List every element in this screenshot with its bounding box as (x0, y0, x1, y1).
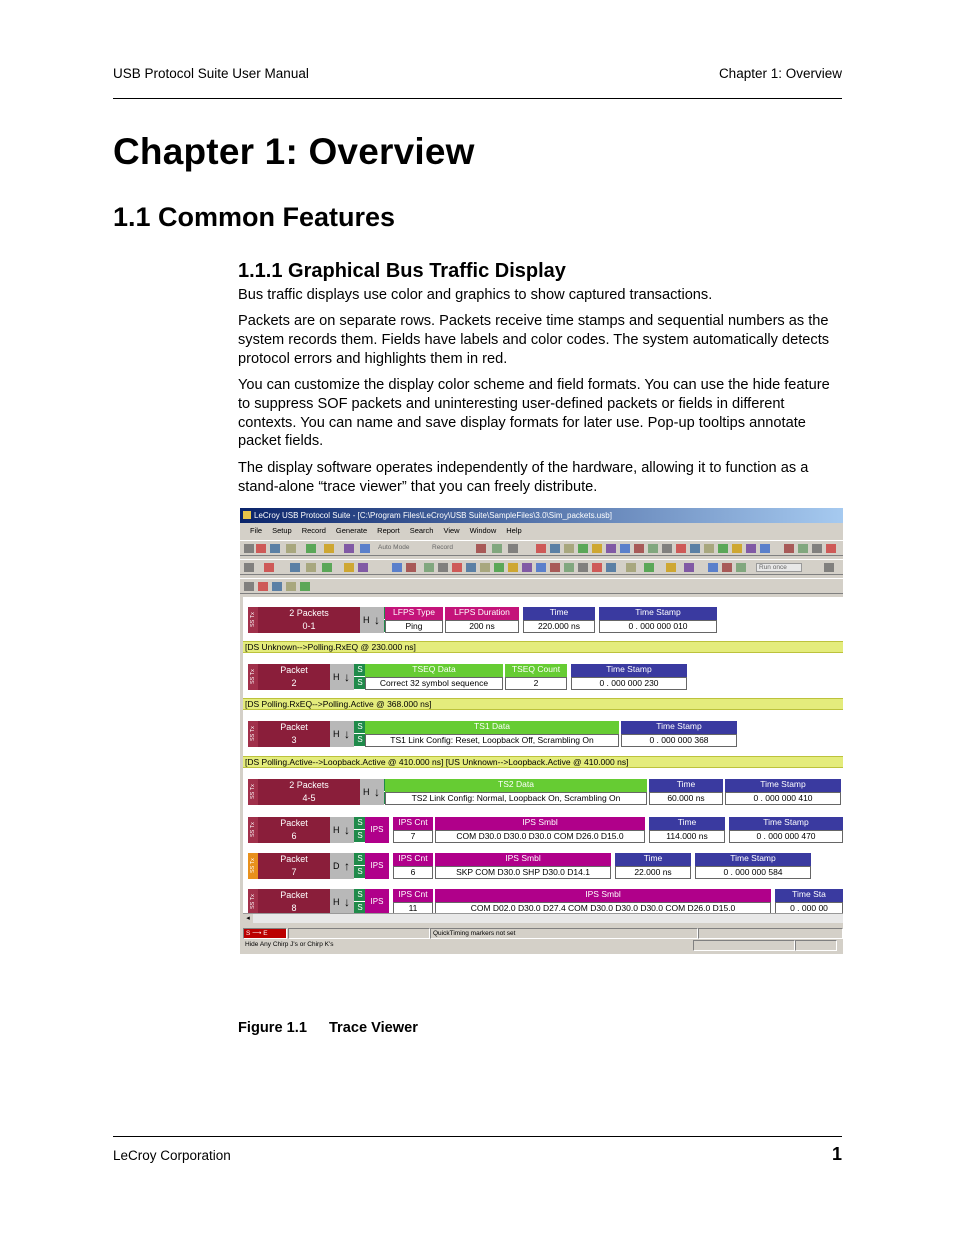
ips-tag: IPS (365, 817, 389, 843)
toolbar-icon[interactable] (306, 544, 316, 553)
field-value[interactable]: 0 . 000 000 230 (571, 677, 687, 690)
field-label: TSEQ Count (505, 664, 567, 677)
field-label: TSEQ Data (365, 664, 503, 677)
menu-item[interactable]: View (443, 526, 460, 535)
arrow-down-icon: ↓ (374, 613, 380, 627)
toolbar-icon[interactable] (626, 563, 636, 572)
direction-letter: H (363, 615, 370, 625)
scroll-left-icon[interactable]: ◂ (243, 914, 253, 923)
field-value[interactable]: 0 . 000 000 470 (729, 830, 843, 843)
menu-bar (240, 524, 843, 538)
direction-h-box (330, 889, 354, 915)
menu-item[interactable]: Help (506, 526, 522, 535)
toolbar-icon[interactable] (718, 544, 728, 553)
toolbar-icon[interactable] (784, 544, 794, 553)
toolbar-icon[interactable] (708, 563, 718, 572)
state-transition-banner: [DS Polling.Active-->Loopback.Active @ 410.000 ns] [US Unknown-->Loopback.Active @ 410.000 ns] (243, 756, 843, 768)
field-value[interactable]: 22.000 ns (615, 866, 691, 879)
field-value[interactable]: 60.000 ns (649, 792, 723, 805)
footer-rule (113, 1136, 842, 1137)
field-label: Time Stamp (729, 817, 843, 830)
field-value[interactable]: 2 (505, 677, 567, 690)
toolbar-icon[interactable] (306, 563, 316, 572)
direction-letter: H (333, 825, 340, 835)
toolbar-icon[interactable] (438, 563, 448, 572)
field-label: TS1 Data (365, 721, 619, 734)
toolbar-icon[interactable] (704, 544, 714, 553)
symbol-s: S (354, 817, 366, 829)
packet-header[interactable] (258, 817, 330, 843)
field-value[interactable]: 114.000 ns (649, 830, 725, 843)
figure-title: Trace Viewer (328, 1020, 418, 1036)
toolbar-icon[interactable] (550, 544, 560, 553)
toolbar-icon[interactable] (286, 582, 296, 591)
direction-h-box (330, 664, 354, 690)
menu-item[interactable]: Report (377, 526, 400, 535)
field-value[interactable]: 0 . 000 000 410 (725, 792, 841, 805)
toolbar-icon[interactable] (578, 544, 588, 553)
toolbar-icon[interactable] (746, 544, 756, 553)
toolbar-icon[interactable] (592, 563, 602, 572)
toolbar-icon[interactable] (722, 563, 732, 572)
field-value[interactable]: Correct 32 symbol sequence (365, 677, 503, 690)
ips-tag: IPS (365, 853, 389, 879)
running-header-left: USB Protocol Suite User Manual (113, 66, 309, 81)
toolbar-icon[interactable] (244, 582, 254, 591)
status-pane (288, 928, 430, 939)
arrow-up-icon: ↑ (344, 859, 350, 873)
toolbar-icon[interactable] (732, 544, 742, 553)
field-value[interactable]: 220.000 ns (523, 620, 595, 633)
packet-label: Packet (280, 854, 308, 864)
paragraph: The display software operates independently of the hardware, allowing it to function as a stand-alone “trace viewer” that you can freely distribute. (238, 460, 809, 495)
packet-number: 4-5 (302, 793, 316, 803)
toolbar-icon[interactable] (480, 563, 490, 572)
toolbar-icon[interactable] (244, 544, 254, 553)
field-label: Time (649, 817, 725, 830)
toolbar-icon[interactable] (536, 544, 546, 553)
figure-caption (238, 1020, 440, 1036)
packet-number: 2 (291, 678, 297, 688)
toolbar-icon[interactable] (606, 544, 616, 553)
field-value[interactable]: 7 (393, 830, 433, 843)
ss-tx-tag: SS Tx (248, 889, 258, 915)
toolbar-icon[interactable] (812, 544, 822, 553)
status-pane (693, 940, 795, 951)
run-once-label: Run once (756, 563, 802, 572)
toolbar-icon[interactable] (684, 563, 694, 572)
ips-tag: IPS (365, 889, 389, 915)
field-label: LFPS Duration (445, 607, 519, 620)
field-value[interactable]: 0 . 000 000 584 (695, 866, 811, 879)
trace-content[interactable] (243, 597, 843, 923)
arrow-down-icon: ↓ (374, 785, 380, 799)
field-label: Time Sta (775, 889, 843, 902)
footer-company: LeCroy Corporation (113, 1148, 231, 1163)
toolbar-icon[interactable] (324, 544, 334, 553)
state-transition-banner: [DS Polling.RxEQ-->Polling.Active @ 368.000 ns] (243, 698, 843, 710)
menu-item[interactable]: Search (409, 526, 434, 535)
packet-label: 2 Packets (289, 608, 329, 618)
ss-tx-tag: SS Tx (248, 664, 258, 690)
running-header-right: Chapter 1: Overview (718, 66, 842, 81)
field-label: Time Stamp (599, 607, 717, 620)
toolbar-icon[interactable] (564, 563, 574, 572)
packet-header[interactable] (258, 889, 330, 915)
field-label: IPS Cnt (393, 817, 433, 830)
direction-letter: D (333, 861, 340, 871)
field-label: Time Stamp (571, 664, 687, 677)
ss-tx-tag: SS Tx (248, 607, 258, 633)
figure-number: Figure 1.1 (238, 1020, 307, 1036)
toolbar-icon[interactable] (550, 563, 560, 572)
toolbar-icon[interactable] (826, 544, 836, 553)
packet-label: Packet (280, 818, 308, 828)
toolbar-icon[interactable] (286, 544, 296, 553)
symbol-s: S (354, 734, 366, 746)
subsection-title: 1.1.1 Graphical Bus Traffic Display (238, 260, 566, 282)
state-transition-banner: [DS Unknown-->Polling.RxEQ @ 230.000 ns] (243, 641, 843, 653)
toolbar-icon[interactable] (508, 544, 518, 553)
menu-item[interactable]: Window (469, 526, 497, 535)
ss-tx-tag: SS Tx (248, 853, 258, 879)
arrow-down-icon: ↓ (344, 670, 350, 684)
toolbar-icon[interactable] (592, 544, 602, 553)
quicktiming-status: QuickTiming markers not set (430, 928, 698, 939)
arrow-down-icon: ↓ (344, 727, 350, 741)
direction-letter: H (333, 729, 340, 739)
field-value[interactable]: TS2 Link Config: Normal, Loopback On, Scrambling On (385, 792, 647, 805)
toolbar-icon[interactable] (424, 563, 434, 572)
field-value[interactable]: 200 ns (445, 620, 519, 633)
toolbar-icon[interactable] (360, 544, 370, 553)
status-bar (240, 926, 843, 954)
symbol-s: S (354, 853, 366, 865)
section-title: 1.1 Common Features (113, 202, 396, 232)
toolbar-icon[interactable] (358, 563, 368, 572)
toolbar-icon[interactable] (676, 544, 686, 553)
status-pane (795, 940, 837, 951)
toolbar-icon[interactable] (798, 544, 808, 553)
toolbar-icon[interactable] (634, 544, 644, 553)
field-label: IPS Smbl (435, 889, 771, 902)
packet-number: 0-1 (302, 621, 316, 631)
status-hint: Hide Any Chirp J's or Chirp K's (245, 941, 334, 948)
packet-header[interactable] (258, 853, 330, 879)
packet-header[interactable] (258, 721, 330, 747)
packet-number: 6 (291, 831, 297, 841)
toolbar-icon[interactable] (824, 563, 834, 572)
toolbar-icon[interactable] (272, 582, 282, 591)
menu-item[interactable]: Setup (272, 526, 292, 535)
toolbar-icon[interactable] (760, 544, 770, 553)
field-label: TS2 Data (385, 779, 647, 792)
arrow-down-icon: ↓ (344, 895, 350, 909)
toolbar-icon[interactable] (344, 544, 354, 553)
field-value[interactable]: 0 . 000 00 (775, 902, 843, 915)
packet-number: 7 (291, 867, 297, 877)
field-value[interactable]: 0 . 000 000 368 (621, 734, 737, 747)
symbol-s: S (354, 664, 366, 676)
packet-label: Packet (280, 890, 308, 900)
symbol-s: S (354, 677, 366, 689)
toolbar-icon[interactable] (258, 582, 268, 591)
toolbar-icon[interactable] (662, 544, 672, 553)
direction-letter: H (363, 787, 370, 797)
toolbar-icon[interactable] (344, 563, 354, 572)
trace-viewer-screenshot (240, 508, 843, 954)
page-number: 1 (831, 1144, 842, 1164)
field-label: IPS Cnt (393, 853, 433, 866)
toolbar-icon[interactable] (492, 544, 502, 553)
toolbar-icon[interactable] (406, 563, 416, 572)
header-rule (113, 98, 842, 99)
field-value[interactable]: SKP COM D30.0 SHP D30.0 D14.1 (435, 866, 611, 879)
window-title: LeCroy USB Protocol Suite - [C:\Program Files\LeCroy\USB Suite\SampleFiles\3.0\Sim_packets.usb] (254, 511, 612, 520)
window-titlebar (240, 508, 843, 523)
toolbar-icon[interactable] (322, 563, 332, 572)
field-label: Time Stamp (725, 779, 841, 792)
toolbar-icon[interactable] (736, 563, 746, 572)
field-label: Time Stamp (621, 721, 737, 734)
field-value[interactable]: COM D02.0 D30.0 D27.4 COM D30.0 D30.0 D30.0 COM D26.0 D15.0 (435, 902, 771, 915)
toolbar-icon[interactable] (476, 544, 486, 553)
toolbar-icon[interactable] (270, 544, 280, 553)
field-label: Time Stamp (695, 853, 811, 866)
toolbar-icon[interactable] (508, 563, 518, 572)
field-label: LFPS Type (385, 607, 443, 620)
field-value[interactable]: Ping (385, 620, 443, 633)
field-value[interactable]: COM D30.0 D30.0 D30.0 COM D26.0 D15.0 (435, 830, 645, 843)
field-label: Time (649, 779, 723, 792)
toolbar-icon[interactable] (620, 544, 630, 553)
direction-letter: H (333, 897, 340, 907)
toolbar-icon[interactable] (690, 544, 700, 553)
field-value[interactable]: 0 . 000 000 010 (599, 620, 717, 633)
toolbar-icon[interactable] (264, 563, 274, 572)
symbol-s: S (354, 889, 366, 901)
paragraph: Packets are on separate rows. Packets receive time stamps and sequential numbers as the system records them. Fields have labels and color codes. The system automatically detects protocol errors and highlights them in red. (238, 313, 830, 367)
ss-tx-tag: SS Tx (248, 721, 258, 747)
toolbar-icon[interactable] (536, 563, 546, 572)
auto-mode-label: Auto Mode (378, 544, 410, 551)
field-value[interactable]: 6 (393, 866, 433, 879)
packet-header[interactable] (258, 779, 360, 805)
symbol-s: S (354, 866, 366, 878)
toolbar-icon[interactable] (244, 563, 254, 572)
packet-header[interactable] (258, 664, 330, 690)
toolbar-icon[interactable] (452, 563, 462, 572)
status-pane (698, 928, 843, 939)
toolbar-icon[interactable] (606, 563, 616, 572)
record-label: Record (432, 544, 453, 551)
horizontal-scrollbar[interactable] (243, 913, 843, 923)
toolbar-icon[interactable] (578, 563, 588, 572)
packet-label: Packet (280, 665, 308, 675)
toolbar-icon[interactable] (300, 582, 310, 591)
symbol-s: S (354, 721, 366, 733)
ss-tx-tag: SS Tx (248, 779, 258, 805)
direction-h-box (330, 853, 354, 879)
field-value[interactable]: TS1 Link Config: Reset, Loopback Off, Scrambling On (365, 734, 619, 747)
toolbar-icon[interactable] (256, 544, 266, 553)
packet-header[interactable] (258, 607, 360, 633)
menu-item[interactable]: Generate (335, 526, 368, 535)
toolbar-icon[interactable] (522, 563, 532, 572)
direction-indicator: S ⟶ E (243, 928, 287, 939)
chapter-title: Chapter 1: Overview (113, 131, 475, 172)
toolbar-main (240, 540, 843, 556)
menu-item[interactable]: File (250, 526, 263, 535)
toolbar-icon[interactable] (290, 563, 300, 572)
packet-label: Packet (280, 722, 308, 732)
paragraph: You can customize the display color scheme and field formats. You can use the hide feature to suppress SOF packets and uninteresting user-defined packets or fields in different contexts. You can name and save display formats for later use. Pop-up tooltips annotate packet fields. (238, 377, 830, 450)
direction-letter: H (333, 672, 340, 682)
toolbar-icon[interactable] (564, 544, 574, 553)
toolbar-icon[interactable] (648, 544, 658, 553)
symbol-s: S (354, 830, 366, 842)
paragraph: Bus traffic displays use color and graphics to show captured transactions. (238, 287, 713, 303)
arrow-down-icon: ↓ (344, 823, 350, 837)
direction-h-box (360, 607, 384, 633)
packet-number: 3 (291, 735, 297, 745)
field-label: Time (523, 607, 595, 620)
field-label: IPS Cnt (393, 889, 433, 902)
toolbar-filters (240, 559, 843, 575)
direction-h-box (330, 817, 354, 843)
toolbar-icon[interactable] (494, 563, 504, 572)
ss-tx-tag: SS Tx (248, 817, 258, 843)
toolbar-view (240, 578, 843, 594)
direction-h-box (330, 721, 354, 747)
field-label: IPS Smbl (435, 853, 611, 866)
field-value[interactable]: 11 (393, 902, 433, 915)
toolbar-icon[interactable] (392, 563, 402, 572)
menu-item[interactable]: Record (301, 526, 326, 535)
direction-h-box (360, 779, 384, 805)
packet-number: 8 (291, 903, 297, 913)
packet-label: 2 Packets (289, 780, 329, 790)
toolbar-icon[interactable] (466, 563, 476, 572)
app-icon (243, 511, 251, 519)
symbol-s: S (354, 902, 366, 914)
toolbar-icon[interactable] (644, 563, 654, 572)
field-label: IPS Smbl (435, 817, 645, 830)
toolbar-icon[interactable] (666, 563, 676, 572)
field-label: Time (615, 853, 691, 866)
